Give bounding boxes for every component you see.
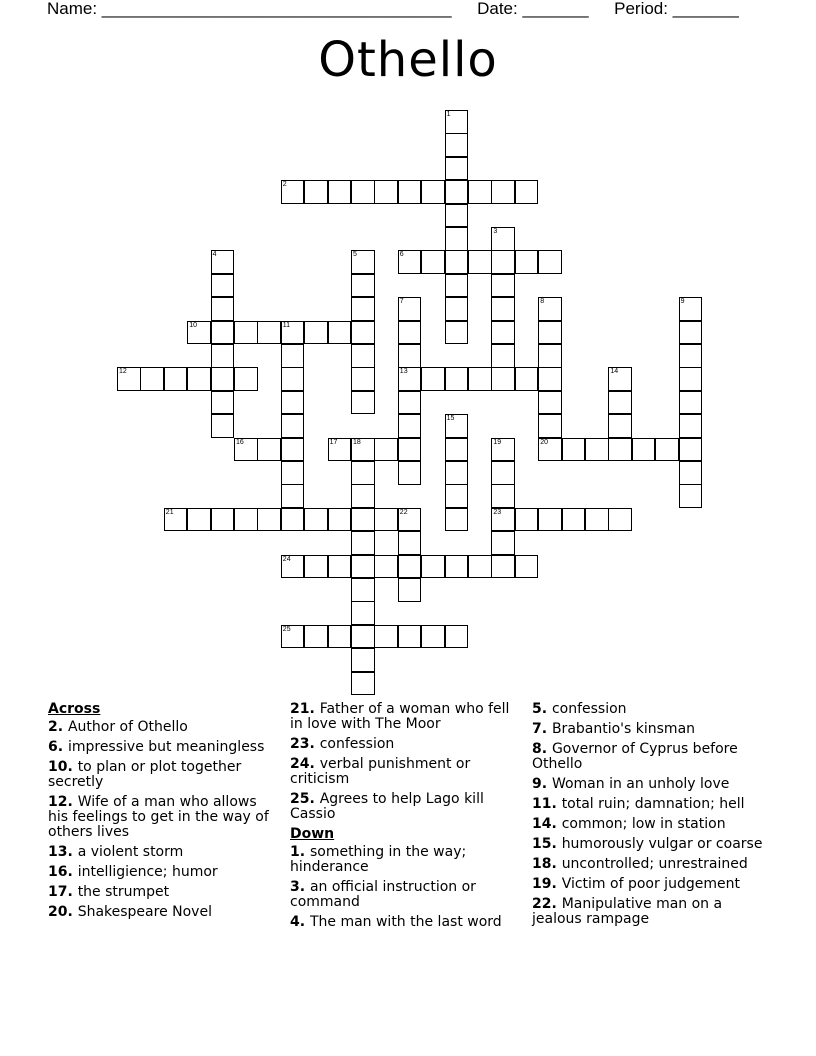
clue-text: to plan or plot together secretly — [48, 759, 242, 790]
grid-cell[interactable] — [351, 672, 375, 696]
grid-cell[interactable] — [281, 438, 305, 462]
clue-start-number: 9 — [680, 298, 685, 306]
grid-cell[interactable] — [351, 438, 375, 462]
grid-cell[interactable] — [445, 414, 469, 438]
grid-cell[interactable] — [351, 297, 375, 321]
clue-text: Governor of Cyprus before Othello — [532, 741, 738, 772]
grid-cell[interactable] — [538, 391, 562, 415]
grid-cell[interactable] — [491, 531, 515, 555]
grid-cell[interactable] — [608, 438, 632, 462]
grid-cell[interactable] — [398, 461, 422, 485]
down-clue: 3. an official instruction or command — [290, 879, 476, 910]
grid-cell[interactable] — [211, 508, 235, 532]
grid-cell[interactable] — [608, 508, 632, 532]
grid-cell[interactable] — [211, 391, 235, 415]
grid-cell[interactable] — [538, 414, 562, 438]
clue-start-number: 18 — [353, 438, 361, 446]
down-clue: 19. Victim of poor judgement — [532, 876, 740, 892]
clue-text: Woman in an unholy love — [551, 776, 730, 792]
down-clue: 8. Governor of Cyprus before Othello — [532, 741, 738, 772]
grid-cell[interactable] — [187, 321, 211, 345]
down-clue: 9. Woman in an unholy love — [532, 776, 730, 792]
clue-text: Brabantio's kinsman — [551, 721, 696, 737]
grid-cell[interactable] — [538, 367, 562, 391]
across-clue: 16. intelligience; humor — [48, 864, 218, 880]
grid-cell[interactable] — [351, 321, 375, 345]
clue-start-number: 22 — [399, 508, 408, 516]
grid-cell[interactable] — [421, 555, 445, 579]
grid-cell[interactable] — [164, 508, 188, 532]
across-clue: 6. impressive but meaningless — [48, 739, 265, 755]
grid-cell[interactable] — [421, 367, 445, 391]
grid-cell[interactable] — [328, 321, 352, 345]
clue-number: 14 — [532, 816, 552, 832]
grid-cell[interactable] — [234, 321, 258, 345]
grid-cell[interactable] — [374, 625, 398, 649]
grid-cell[interactable] — [445, 227, 469, 251]
grid-cell[interactable] — [304, 555, 328, 579]
grid-cell[interactable] — [538, 508, 562, 532]
grid-cell[interactable] — [445, 321, 469, 345]
clue-start-number: 11 — [282, 321, 291, 329]
grid-cell[interactable] — [491, 344, 515, 368]
grid-cell[interactable] — [351, 274, 375, 298]
down-clue: 7. Brabantio's kinsman — [532, 721, 696, 737]
grid-cell[interactable] — [304, 508, 328, 532]
clue-start-number: 14 — [610, 368, 619, 376]
clue-text: Victim of poor judgement — [561, 876, 740, 892]
grid-cell[interactable] — [445, 461, 469, 485]
grid-cell[interactable] — [351, 648, 375, 672]
clue-number: 9 — [532, 776, 542, 792]
grid-cell[interactable] — [351, 461, 375, 485]
grid-cell[interactable] — [491, 508, 515, 532]
clue-start-number: 21 — [165, 508, 174, 516]
grid-cell[interactable] — [445, 297, 469, 321]
across-clue: 17. the strumpet — [48, 884, 170, 900]
grid-cell[interactable] — [468, 367, 492, 391]
grid-cell[interactable] — [398, 414, 422, 438]
grid-cell[interactable] — [398, 321, 422, 345]
clue-number: 20 — [48, 904, 68, 920]
grid-cell[interactable] — [445, 133, 469, 157]
grid-cell[interactable] — [281, 180, 305, 204]
grid-cell[interactable] — [281, 344, 305, 368]
clue-text: common; low in station — [561, 816, 726, 832]
grid-cell[interactable] — [538, 438, 562, 462]
grid-cell[interactable] — [281, 367, 305, 391]
grid-cell[interactable] — [398, 555, 422, 579]
grid-cell[interactable] — [515, 367, 539, 391]
grid-cell[interactable] — [445, 204, 469, 228]
grid-cell[interactable] — [515, 555, 539, 579]
grid-cell[interactable] — [491, 250, 515, 274]
clue-number: 19 — [532, 876, 552, 892]
grid-cell[interactable] — [679, 297, 703, 321]
clue-text: verbal punishment or criticism — [290, 756, 471, 787]
grid-cell[interactable] — [374, 438, 398, 462]
clue-text: Father of a woman who fell in love with The Moor — [290, 701, 510, 732]
grid-cell[interactable] — [421, 250, 445, 274]
grid-cell[interactable] — [538, 321, 562, 345]
grid-cell[interactable] — [468, 180, 492, 204]
grid-cell[interactable] — [468, 555, 492, 579]
grid-cell[interactable] — [491, 438, 515, 462]
clue-start-number: 1 — [446, 111, 451, 118]
grid-cell[interactable] — [351, 250, 375, 274]
grid-cell[interactable] — [445, 250, 469, 274]
grid-cell[interactable] — [211, 297, 235, 321]
across-clue: 23. confession — [290, 736, 395, 752]
name-field[interactable]: _____________________________________ — [97, 0, 452, 18]
grid-cell[interactable] — [281, 414, 305, 438]
grid-cell[interactable] — [679, 321, 703, 345]
grid-cell[interactable] — [491, 555, 515, 579]
grid-cell[interactable] — [445, 367, 469, 391]
grid-cell[interactable] — [445, 110, 469, 134]
date-label: Date: — [477, 0, 518, 18]
clue-start-number: 24 — [282, 555, 291, 563]
grid-cell[interactable] — [117, 367, 141, 391]
clue-number: 3 — [290, 879, 300, 895]
grid-cell[interactable] — [211, 344, 235, 368]
clue-text: The man with the last word — [309, 914, 502, 930]
grid-cell[interactable] — [398, 438, 422, 462]
page-title: Othello — [318, 32, 498, 88]
grid-cell[interactable] — [374, 555, 398, 579]
grid-cell[interactable] — [211, 321, 235, 345]
clue-number: 8 — [532, 741, 542, 757]
clue-text: Wife of a man who allows his feelings to get in the way of others lives — [48, 794, 269, 840]
clue-number: 11 — [532, 796, 552, 812]
grid-cell[interactable] — [351, 508, 375, 532]
grid-cell[interactable] — [445, 157, 469, 181]
grid-cell[interactable] — [187, 508, 211, 532]
grid-cell[interactable] — [257, 438, 281, 462]
clue-start-number: 20 — [540, 438, 548, 446]
grid-cell[interactable] — [585, 438, 609, 462]
grid-cell[interactable] — [515, 180, 539, 204]
grid-cell[interactable] — [679, 438, 703, 462]
grid-cell[interactable] — [351, 625, 375, 649]
grid-cell[interactable] — [398, 625, 422, 649]
grid-cell[interactable] — [445, 438, 469, 462]
grid-cell[interactable] — [351, 578, 375, 602]
clue-number: 25 — [290, 791, 310, 807]
clue-text: a violent storm — [77, 844, 184, 860]
clue-text: Author of Othello — [67, 719, 188, 735]
grid-cell[interactable] — [445, 508, 469, 532]
grid-cell[interactable] — [538, 250, 562, 274]
grid-cell[interactable] — [491, 367, 515, 391]
grid-cell[interactable] — [562, 508, 586, 532]
grid-cell[interactable] — [351, 601, 375, 625]
down-heading: Down — [290, 826, 335, 842]
grid-cell[interactable] — [491, 227, 515, 251]
grid-cell[interactable] — [491, 274, 515, 298]
clue-start-number: 16 — [236, 438, 244, 446]
name-label: Name: — [47, 0, 98, 18]
grid-cell[interactable] — [679, 367, 703, 391]
clue-text: humorously vulgar or coarse — [561, 836, 763, 852]
grid-cell[interactable] — [398, 180, 422, 204]
grid-cell[interactable] — [211, 367, 235, 391]
grid-cell[interactable] — [538, 297, 562, 321]
grid-cell[interactable] — [585, 508, 609, 532]
clue-number: 2 — [48, 719, 58, 735]
grid-cell[interactable] — [351, 367, 375, 391]
clues-column-3 — [532, 702, 772, 932]
clue-text: Shakespeare Novel — [77, 904, 212, 920]
period-field[interactable]: _______ — [667, 0, 739, 18]
clue-number: 15 — [532, 836, 552, 852]
clue-text: confession — [319, 736, 395, 752]
grid-cell[interactable] — [608, 414, 632, 438]
clue-start-number: 2 — [282, 181, 287, 189]
grid-cell[interactable] — [398, 508, 422, 532]
clue-text: confession — [551, 701, 627, 717]
grid-cell[interactable] — [445, 180, 469, 204]
clue-number: 5 — [532, 701, 542, 717]
grid-cell[interactable] — [257, 508, 281, 532]
clue-number: 7 — [532, 721, 542, 737]
across-clue: 10. to plan or plot together secretly — [48, 759, 242, 790]
clue-text: uncontrolled; unrestrained — [561, 856, 748, 872]
grid-cell[interactable] — [491, 484, 515, 508]
grid-cell[interactable] — [281, 321, 305, 345]
grid-cell[interactable] — [445, 484, 469, 508]
across-clue: 13. a violent storm — [48, 844, 184, 860]
period-label: Period: — [614, 0, 668, 18]
grid-cell[interactable] — [187, 367, 211, 391]
grid-cell[interactable] — [679, 391, 703, 415]
clue-start-number: 4 — [212, 251, 217, 259]
grid-cell[interactable] — [351, 484, 375, 508]
grid-cell[interactable] — [351, 180, 375, 204]
clue-number: 4 — [290, 914, 300, 930]
clue-start-number: 25 — [282, 625, 291, 633]
clue-text: intelligience; humor — [77, 864, 218, 880]
grid-cell[interactable] — [398, 367, 422, 391]
clue-text: Agrees to help Lago kill Cassio — [290, 791, 484, 822]
clues-column-2 — [290, 702, 520, 935]
grid-cell[interactable] — [281, 391, 305, 415]
across-clue: 20. Shakespeare Novel — [48, 904, 212, 920]
clue-text: impressive but meaningless — [67, 739, 265, 755]
clue-start-number: 23 — [493, 508, 502, 516]
down-clue: 1. something in the way; hinderance — [290, 844, 467, 875]
grid-cell[interactable] — [211, 250, 235, 274]
grid-cell[interactable] — [398, 250, 422, 274]
down-clue: 4. The man with the last word — [290, 914, 502, 930]
grid-cell[interactable] — [234, 508, 258, 532]
grid-cell[interactable] — [304, 180, 328, 204]
grid-cell[interactable] — [281, 508, 305, 532]
clue-start-number: 12 — [119, 368, 127, 376]
grid-cell[interactable] — [515, 250, 539, 274]
clue-start-number: 13 — [399, 368, 408, 376]
across-clue: 21. Father of a woman who fell in love with The Moor — [290, 701, 510, 732]
grid-cell[interactable] — [328, 625, 352, 649]
grid-cell[interactable] — [351, 391, 375, 415]
down-clue: 22. Manipulative man on a jealous rampage — [532, 896, 723, 927]
grid-cell[interactable] — [398, 391, 422, 415]
grid-cell[interactable] — [608, 367, 632, 391]
clue-text: an official instruction or command — [290, 879, 476, 910]
clue-text: the strumpet — [77, 884, 170, 900]
down-clue: 5. confession — [532, 701, 627, 717]
grid-cell[interactable] — [491, 180, 515, 204]
clue-start-number: 3 — [493, 228, 498, 235]
clue-start-number: 17 — [329, 438, 338, 446]
clue-text: total ruin; damnation; hell — [561, 796, 745, 812]
date-field[interactable]: _______ — [517, 0, 589, 18]
grid-cell[interactable] — [304, 625, 328, 649]
grid-cell[interactable] — [421, 180, 445, 204]
clue-number: 12 — [48, 794, 68, 810]
across-clue: 24. verbal punishment or criticism — [290, 756, 471, 787]
grid-cell[interactable] — [304, 321, 328, 345]
across-clue: 12. Wife of a man who allows his feelings to get in the way of others lives — [48, 794, 269, 840]
grid-cell[interactable] — [257, 321, 281, 345]
grid-cell[interactable] — [351, 531, 375, 555]
grid-cell[interactable] — [281, 625, 305, 649]
grid-cell[interactable] — [398, 297, 422, 321]
grid-cell[interactable] — [538, 344, 562, 368]
grid-cell[interactable] — [445, 555, 469, 579]
grid-cell[interactable] — [655, 438, 679, 462]
across-clue: 2. Author of Othello — [48, 719, 188, 735]
down-clue: 18. uncontrolled; unrestrained — [532, 856, 748, 872]
grid-cell[interactable] — [608, 391, 632, 415]
grid-cell[interactable] — [164, 367, 188, 391]
grid-cell[interactable] — [445, 625, 469, 649]
clue-number: 6 — [48, 739, 58, 755]
down-clue: 14. common; low in station — [532, 816, 726, 832]
clue-number: 24 — [290, 756, 310, 772]
down-clue: 15. humorously vulgar or coarse — [532, 836, 763, 852]
clue-number: 1 — [290, 844, 300, 860]
grid-cell[interactable] — [398, 531, 422, 555]
grid-cell[interactable] — [515, 508, 539, 532]
grid-cell[interactable] — [281, 484, 305, 508]
grid-cell[interactable] — [491, 321, 515, 345]
across-clue: 25. Agrees to help Lago kill Cassio — [290, 791, 484, 822]
clue-start-number: 8 — [540, 298, 545, 306]
clue-start-number: 19 — [493, 438, 502, 446]
grid-cell[interactable] — [140, 367, 164, 391]
clue-number: 21 — [290, 701, 310, 717]
grid-cell[interactable] — [234, 438, 258, 462]
grid-cell[interactable] — [468, 250, 492, 274]
grid-cell[interactable] — [234, 367, 258, 391]
grid-cell[interactable] — [328, 438, 352, 462]
clue-number: 18 — [532, 856, 552, 872]
grid-cell[interactable] — [445, 274, 469, 298]
grid-cell[interactable] — [351, 555, 375, 579]
across-heading: Across — [48, 701, 101, 717]
clue-start-number: 7 — [399, 298, 404, 306]
grid-cell[interactable] — [491, 461, 515, 485]
grid-cell[interactable] — [679, 344, 703, 368]
grid-cell[interactable] — [398, 344, 422, 368]
clue-number: 16 — [48, 864, 68, 880]
clue-start-number: 10 — [189, 321, 197, 329]
grid-cell[interactable] — [679, 414, 703, 438]
grid-cell[interactable] — [211, 274, 235, 298]
grid-cell[interactable] — [281, 555, 305, 579]
grid-cell[interactable] — [328, 555, 352, 579]
clue-number: 22 — [532, 896, 552, 912]
clue-start-number: 6 — [399, 251, 404, 259]
clue-start-number: 5 — [353, 251, 357, 259]
grid-cell[interactable] — [281, 461, 305, 485]
grid-cell[interactable] — [328, 508, 352, 532]
clues-column-1 — [48, 702, 280, 925]
clue-number: 13 — [48, 844, 68, 860]
down-clue: 11. total ruin; damnation; hell — [532, 796, 745, 812]
clue-number: 23 — [290, 736, 310, 752]
clue-number: 10 — [48, 759, 68, 775]
grid-cell[interactable] — [328, 180, 352, 204]
grid-cell[interactable] — [211, 414, 235, 438]
grid-cell[interactable] — [679, 461, 703, 485]
clue-text: something in the way; hinderance — [290, 844, 467, 875]
grid-cell[interactable] — [679, 484, 703, 508]
grid-cell[interactable] — [374, 508, 398, 532]
grid-cell[interactable] — [632, 438, 656, 462]
clue-text: Manipulative man on a jealous rampage — [532, 896, 723, 927]
clue-number: 17 — [48, 884, 68, 900]
grid-cell[interactable] — [562, 438, 586, 462]
grid-cell[interactable] — [491, 297, 515, 321]
grid-cell[interactable] — [351, 344, 375, 368]
grid-cell[interactable] — [398, 578, 422, 602]
grid-cell[interactable] — [421, 625, 445, 649]
clue-start-number: 15 — [446, 415, 455, 423]
grid-cell[interactable] — [374, 180, 398, 204]
